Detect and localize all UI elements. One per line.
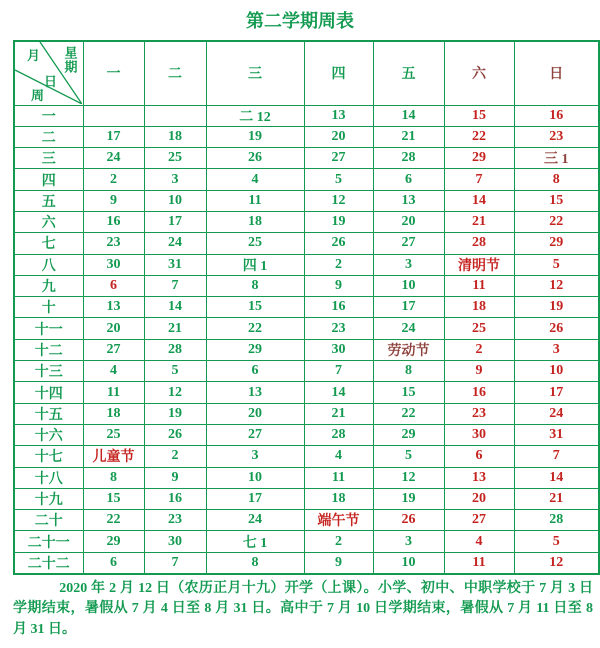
- date-cell: 18: [444, 297, 514, 318]
- date-cell: 7: [144, 275, 206, 296]
- date-cell: 16: [304, 297, 373, 318]
- date-cell: 11: [83, 382, 144, 403]
- date-cell: 23: [144, 510, 206, 531]
- date-cell: 6: [83, 275, 144, 296]
- date-cell: 劳动节: [373, 339, 444, 360]
- date-cell: 31: [144, 254, 206, 275]
- date-cell: 5: [373, 446, 444, 467]
- week-label: 二十二: [14, 552, 83, 574]
- week-row: [14, 488, 599, 509]
- week-label: 十九: [14, 488, 83, 509]
- date-cell: 29: [373, 424, 444, 445]
- date-cell: 16: [514, 105, 599, 126]
- corner-day-label: 日: [44, 74, 58, 89]
- date-cell: 21: [373, 126, 444, 147]
- date-cell: 20: [304, 126, 373, 147]
- date-cell: 14: [444, 190, 514, 211]
- date-cell: 17: [144, 211, 206, 232]
- date-cell: 7: [304, 361, 373, 382]
- date-cell: 26: [514, 318, 599, 339]
- week-row: [14, 211, 599, 232]
- date-cell: 15: [444, 105, 514, 126]
- date-cell: 27: [206, 424, 304, 445]
- date-cell: 30: [304, 339, 373, 360]
- date-cell: 24: [373, 318, 444, 339]
- date-cell: 16: [144, 488, 206, 509]
- date-cell: 17: [514, 382, 599, 403]
- date-cell: 28: [144, 339, 206, 360]
- week-label: 一: [14, 105, 83, 126]
- date-cell: 15: [206, 297, 304, 318]
- date-cell: 19: [304, 211, 373, 232]
- week-row: [14, 190, 599, 211]
- date-cell: 24: [206, 510, 304, 531]
- date-cell: 14: [304, 382, 373, 403]
- date-cell: 19: [144, 403, 206, 424]
- date-cell: 18: [144, 126, 206, 147]
- date-cell: 30: [83, 254, 144, 275]
- date-cell: 7: [514, 446, 599, 467]
- date-cell: 27: [304, 148, 373, 169]
- week-label: 八: [14, 254, 83, 275]
- week-label: 十五: [14, 403, 83, 424]
- date-cell: 21: [444, 211, 514, 232]
- weekday-header: 五: [373, 41, 444, 105]
- date-cell: 22: [83, 510, 144, 531]
- date-cell: 29: [514, 233, 599, 254]
- date-cell: 二 12: [206, 105, 304, 126]
- date-cell: 15: [514, 190, 599, 211]
- date-cell: 12: [514, 275, 599, 296]
- date-cell: 20: [206, 403, 304, 424]
- week-label: 九: [14, 275, 83, 296]
- date-cell: 9: [144, 467, 206, 488]
- week-row: [14, 361, 599, 382]
- date-cell: 5: [514, 254, 599, 275]
- date-cell: 29: [206, 339, 304, 360]
- date-cell: 9: [304, 275, 373, 296]
- date-cell: 31: [514, 424, 599, 445]
- date-cell: 12: [304, 190, 373, 211]
- week-row: [14, 254, 599, 275]
- date-cell: 6: [444, 446, 514, 467]
- week-row: [14, 339, 599, 360]
- week-row: [14, 531, 599, 552]
- week-row: [14, 467, 599, 488]
- date-cell: 13: [83, 297, 144, 318]
- date-cell: 10: [373, 275, 444, 296]
- date-cell: 28: [514, 510, 599, 531]
- date-cell: 19: [206, 126, 304, 147]
- date-cell: 17: [373, 297, 444, 318]
- date-cell: [144, 105, 206, 126]
- week-label: 十六: [14, 424, 83, 445]
- week-row: [14, 126, 599, 147]
- date-cell: 29: [444, 148, 514, 169]
- date-cell: 16: [444, 382, 514, 403]
- date-cell: 30: [444, 424, 514, 445]
- date-cell: 2: [304, 254, 373, 275]
- date-cell: 26: [206, 148, 304, 169]
- week-row: [14, 233, 599, 254]
- date-cell: 11: [304, 467, 373, 488]
- date-cell: 25: [83, 424, 144, 445]
- week-label: 四: [14, 169, 83, 190]
- date-cell: 5: [304, 169, 373, 190]
- date-cell: 25: [444, 318, 514, 339]
- date-cell: 4: [444, 531, 514, 552]
- date-cell: 26: [144, 424, 206, 445]
- date-cell: 24: [144, 233, 206, 254]
- week-row: [14, 446, 599, 467]
- corner-week-label: 周: [31, 87, 45, 103]
- date-cell: 18: [206, 211, 304, 232]
- date-cell: 26: [304, 233, 373, 254]
- week-row: [14, 297, 599, 318]
- date-cell: 10: [373, 552, 444, 574]
- week-row: [14, 403, 599, 424]
- date-cell: 10: [206, 467, 304, 488]
- date-cell: 9: [444, 361, 514, 382]
- week-label: 二十一: [14, 531, 83, 552]
- date-cell: 25: [206, 233, 304, 254]
- footer-note: 2020 年 2 月 12 日（农历正月十九）开学（上课）。小学、初中、中职学校于 7 月 3 日学期结束，暑假从 7 月 4 日至 8 月 31 日。高中于 7 月 10 日学期结束，暑假从 7 月 11 日至 8 月 31 日。: [13, 580, 593, 637]
- week-row: [14, 105, 599, 126]
- week-label: 十二: [14, 339, 83, 360]
- date-cell: 14: [514, 467, 599, 488]
- week-label: 十三: [14, 361, 83, 382]
- date-cell: 27: [83, 339, 144, 360]
- week-row: [14, 424, 599, 445]
- date-cell: 22: [373, 403, 444, 424]
- corner-month-label: 月: [27, 48, 41, 63]
- date-cell: 2: [83, 169, 144, 190]
- date-cell: 23: [304, 318, 373, 339]
- date-cell: 14: [373, 105, 444, 126]
- week-label: 十四: [14, 382, 83, 403]
- week-row: [14, 318, 599, 339]
- date-cell: 23: [514, 126, 599, 147]
- date-cell: 三 1: [514, 148, 599, 169]
- date-cell: 3: [373, 254, 444, 275]
- date-cell: 12: [144, 382, 206, 403]
- date-cell: 3: [373, 531, 444, 552]
- date-cell: [83, 105, 144, 126]
- date-cell: 11: [444, 552, 514, 574]
- semester-week-table: [13, 40, 600, 575]
- week-label: 三: [14, 148, 83, 169]
- date-cell: 12: [514, 552, 599, 574]
- date-cell: 4: [206, 169, 304, 190]
- date-cell: 14: [144, 297, 206, 318]
- page-title: 第二学期周表: [246, 11, 354, 31]
- date-cell: 3: [206, 446, 304, 467]
- date-cell: 8: [373, 361, 444, 382]
- week-row: [14, 275, 599, 296]
- date-cell: 28: [444, 233, 514, 254]
- date-cell: 3: [514, 339, 599, 360]
- date-cell: 12: [373, 467, 444, 488]
- date-cell: 13: [206, 382, 304, 403]
- date-cell: 5: [144, 361, 206, 382]
- date-cell: 7: [444, 169, 514, 190]
- weekday-header: 六: [444, 41, 514, 105]
- week-label: 十: [14, 297, 83, 318]
- weekday-header: 四: [304, 41, 373, 105]
- date-cell: 清明节: [444, 254, 514, 275]
- date-cell: 20: [373, 211, 444, 232]
- date-cell: 11: [444, 275, 514, 296]
- date-cell: 24: [83, 148, 144, 169]
- date-cell: 6: [206, 361, 304, 382]
- date-cell: 8: [206, 275, 304, 296]
- date-cell: 20: [444, 488, 514, 509]
- date-cell: 2: [144, 446, 206, 467]
- week-label: 五: [14, 190, 83, 211]
- date-cell: 29: [83, 531, 144, 552]
- weekday-header-row: [14, 41, 599, 105]
- date-cell: 26: [373, 510, 444, 531]
- date-cell: 23: [83, 233, 144, 254]
- date-cell: 13: [304, 105, 373, 126]
- weekday-header: 一: [83, 41, 144, 105]
- date-cell: 18: [83, 403, 144, 424]
- week-label: 十八: [14, 467, 83, 488]
- date-cell: 22: [514, 211, 599, 232]
- week-row: [14, 148, 599, 169]
- date-cell: 8: [514, 169, 599, 190]
- date-cell: 端午节: [304, 510, 373, 531]
- date-cell: 11: [206, 190, 304, 211]
- date-cell: 13: [444, 467, 514, 488]
- date-cell: 23: [444, 403, 514, 424]
- date-cell: 15: [373, 382, 444, 403]
- date-cell: 18: [304, 488, 373, 509]
- date-cell: 28: [373, 148, 444, 169]
- date-cell: 28: [304, 424, 373, 445]
- date-cell: 17: [83, 126, 144, 147]
- weekday-header: 三: [206, 41, 304, 105]
- week-row: [14, 169, 599, 190]
- date-cell: 9: [304, 552, 373, 574]
- date-cell: 7: [144, 552, 206, 574]
- date-cell: 2: [444, 339, 514, 360]
- date-cell: 9: [83, 190, 144, 211]
- date-cell: 19: [373, 488, 444, 509]
- date-cell: 20: [83, 318, 144, 339]
- date-cell: 16: [83, 211, 144, 232]
- week-row: [14, 552, 599, 574]
- date-cell: 27: [373, 233, 444, 254]
- date-cell: 21: [514, 488, 599, 509]
- weekday-header: 二: [144, 41, 206, 105]
- date-cell: 17: [206, 488, 304, 509]
- date-cell: 21: [144, 318, 206, 339]
- date-cell: 27: [444, 510, 514, 531]
- date-cell: 22: [444, 126, 514, 147]
- week-label: 六: [14, 211, 83, 232]
- date-cell: 19: [514, 297, 599, 318]
- date-cell: 6: [83, 552, 144, 574]
- date-cell: 2: [304, 531, 373, 552]
- date-cell: 8: [83, 467, 144, 488]
- week-label: 十一: [14, 318, 83, 339]
- date-cell: 10: [514, 361, 599, 382]
- date-cell: 22: [206, 318, 304, 339]
- corner-header-cell: [14, 41, 83, 105]
- date-cell: 七 1: [206, 531, 304, 552]
- date-cell: 4: [83, 361, 144, 382]
- date-cell: 24: [514, 403, 599, 424]
- date-cell: 15: [83, 488, 144, 509]
- date-cell: 6: [373, 169, 444, 190]
- date-cell: 儿童节: [83, 446, 144, 467]
- date-cell: 4: [304, 446, 373, 467]
- week-label: 七: [14, 233, 83, 254]
- date-cell: 10: [144, 190, 206, 211]
- date-cell: 13: [373, 190, 444, 211]
- weekday-header: 日: [514, 41, 599, 105]
- date-cell: 四 1: [206, 254, 304, 275]
- date-cell: 30: [144, 531, 206, 552]
- date-cell: 21: [304, 403, 373, 424]
- corner-weekday-label: 星期: [62, 46, 78, 74]
- week-label: 二十: [14, 510, 83, 531]
- date-cell: 3: [144, 169, 206, 190]
- week-row: [14, 510, 599, 531]
- week-row: [14, 382, 599, 403]
- week-label: 二: [14, 126, 83, 147]
- date-cell: 8: [206, 552, 304, 574]
- date-cell: 25: [144, 148, 206, 169]
- week-label: 十七: [14, 446, 83, 467]
- date-cell: 5: [514, 531, 599, 552]
